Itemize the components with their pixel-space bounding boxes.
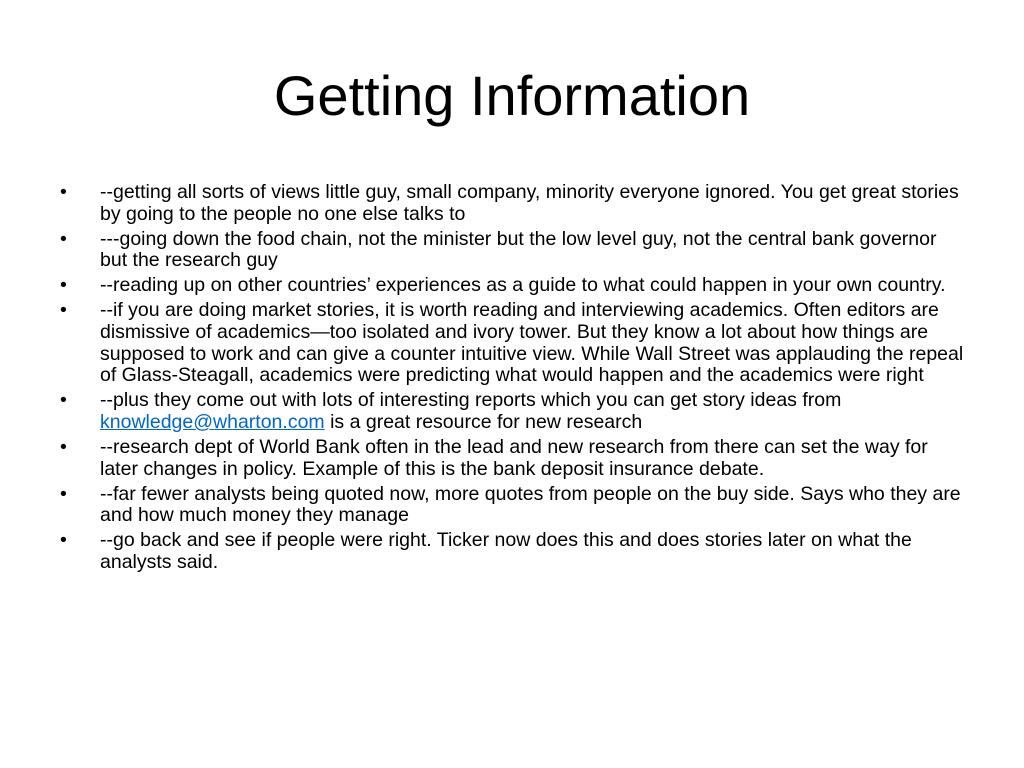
bullet-marker: •	[60, 274, 67, 297]
bullet-text: --go back and see if people were right. Ticker now does this and does stories later on what the analysts said.	[100, 529, 912, 573]
bullet-text: --reading up on other countries’ experiences as a guide to what could happen in your own country.	[100, 274, 946, 297]
bullet-marker: •	[60, 529, 67, 552]
wharton-email-link[interactable]: knowledge@wharton.com	[100, 410, 325, 433]
bullet-item-world-bank	[60, 437, 964, 480]
bullet-marker: •	[60, 436, 67, 459]
bullet-text: --getting all sorts of views little guy, small company, minority everyone ignored. You get great stories by going to the people no one else talks to	[100, 181, 959, 225]
bullet-text	[100, 389, 841, 433]
bullet-marker: •	[60, 389, 67, 412]
bullet-text: --if you are doing market stories, it is worth reading and interviewing academics. Often editors are dismissive of academics—too isolated and ivory tower. But they know a lot about how things are supposed to work and can give a counter intuitive view. While Wall Street was applauding the repeal of Glass-Steagall, academics were predicting what would happen and the academics were right	[100, 299, 964, 387]
bullet-item-go-back	[60, 530, 964, 573]
bullet-item-analysts	[60, 484, 964, 527]
bullet-item-food-chain	[60, 229, 964, 272]
bullet-item-other-countries	[60, 275, 964, 297]
bullet-text-after-link: is a great resource for new research	[324, 410, 643, 433]
bullet-list	[60, 182, 964, 577]
bullet-text-before-link: --plus they come out with lots of interesting reports which you can get story ideas from	[100, 389, 842, 412]
bullet-marker: •	[60, 299, 67, 322]
bullet-text: ---going down the food chain, not the minister but the low level guy, not the central bank governor but the research guy	[100, 227, 937, 272]
bullet-marker: •	[60, 181, 67, 203]
bullet-text: --research dept of World Bank often in the lead and new research from there can set the way for later changes in policy. Example of this is the bank deposit insurance debate.	[100, 436, 928, 480]
bullet-item-views	[60, 182, 964, 225]
slide-title: Getting Information	[273, 64, 751, 127]
bullet-item-academics	[60, 300, 964, 386]
bullet-text: --far fewer analysts being quoted now, more quotes from people on the buy side. Says who they are and how much money they manage	[100, 482, 961, 527]
bullet-marker: •	[60, 482, 67, 505]
bullet-marker: •	[60, 227, 67, 250]
bullet-item-reports	[60, 390, 964, 433]
